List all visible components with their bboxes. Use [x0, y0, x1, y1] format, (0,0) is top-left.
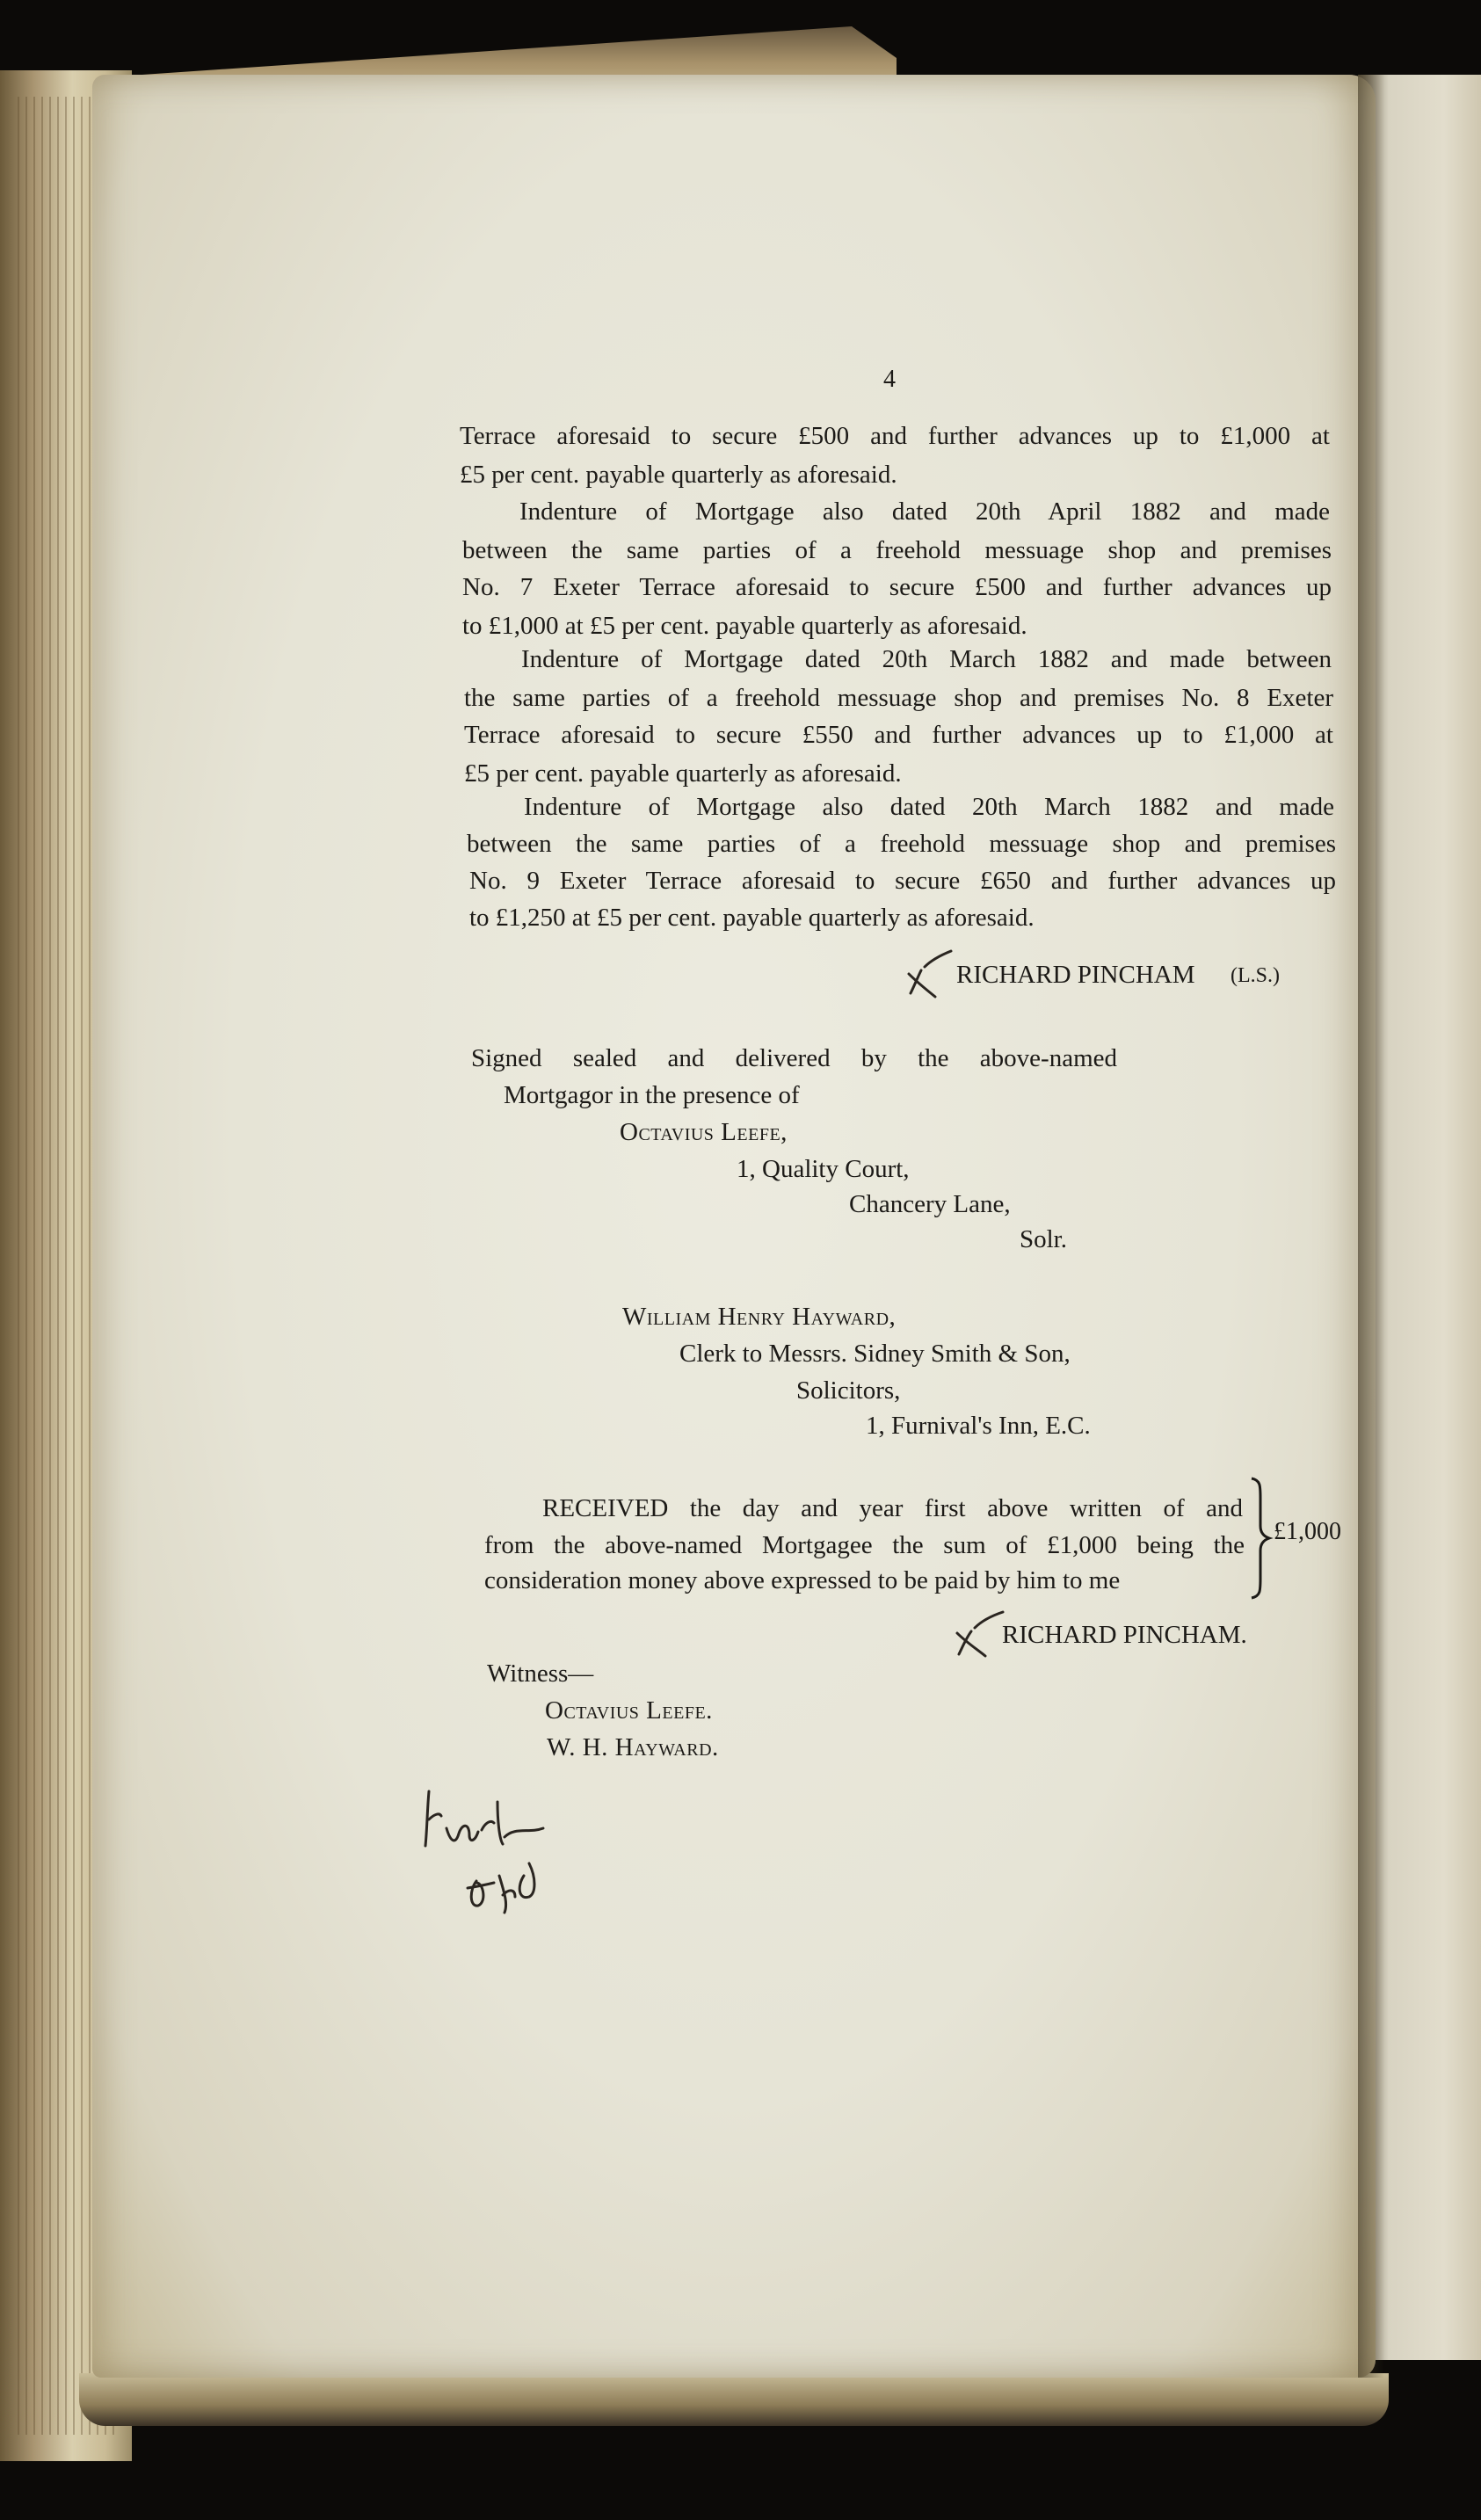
- body-line: between the same parties of a freehold messuage shop and premises: [467, 830, 1336, 858]
- witness-label: Witness—: [487, 1659, 594, 1688]
- receipt-amount: £1,000: [1274, 1518, 1341, 1545]
- witness-address: 1, Quality Court,: [737, 1155, 910, 1183]
- page-number: 4: [883, 366, 896, 393]
- body-line: Indenture of Mortgage dated 20th March 1882 and made between: [521, 645, 1332, 673]
- body-line: £5 per cent. payable quarterly as aforesaid.: [460, 461, 897, 489]
- witness-name: W. H. Hayward.: [547, 1733, 719, 1761]
- witness-name: Octavius Leefe,: [620, 1118, 788, 1146]
- receipt-line: RECEIVED the day and year first above written of and: [542, 1494, 1243, 1522]
- body-line: Indenture of Mortgage also dated 20th April 1882 and made: [519, 497, 1330, 526]
- receipt-line: consideration money above expressed to be paid by him to me: [484, 1566, 1121, 1594]
- body-line: Terrace aforesaid to secure £500 and further advances up to £1,000 at: [460, 422, 1330, 450]
- body-line: to £1,250 at £5 per cent. payable quarterly as aforesaid.: [469, 904, 1035, 932]
- body-line: the same parties of a freehold messuage shop and premises No. 8 Exeter: [464, 684, 1333, 712]
- body-line: No. 9 Exeter Terrace aforesaid to secure £650 and further advances up: [469, 867, 1336, 895]
- page-gutter-shadow: [1358, 75, 1384, 2378]
- witness-role: Solr.: [1020, 1225, 1067, 1253]
- witness-address: 1, Furnival's Inn, E.C.: [866, 1412, 1091, 1440]
- signature-cross-mark: [954, 1609, 1006, 1661]
- seal-label: (L.S.): [1231, 964, 1280, 987]
- body-line: to £1,000 at £5 per cent. payable quarterly as aforesaid.: [462, 612, 1027, 640]
- witness-name: William Henry Hayward,: [622, 1303, 897, 1331]
- signature-name: RICHARD PINCHAM.: [1002, 1621, 1247, 1649]
- body-line: between the same parties of a freehold messuage shop and premises: [462, 536, 1332, 564]
- receipt-brace: [1248, 1477, 1274, 1600]
- body-line: No. 7 Exeter Terrace aforesaid to secure £500 and further advances up: [462, 573, 1332, 601]
- attestation-line: Mortgagor in the presence of: [504, 1081, 800, 1109]
- witness-firm: Solicitors,: [796, 1376, 901, 1405]
- document-page: [92, 75, 1376, 2378]
- body-line: Terrace aforesaid to secure £550 and further advances up to £1,000 at: [464, 721, 1333, 749]
- signature-name: RICHARD PINCHAM: [956, 961, 1195, 989]
- book-bottom-edge: [79, 2373, 1389, 2426]
- witness-address: Chancery Lane,: [849, 1190, 1011, 1218]
- body-line: Indenture of Mortgage also dated 20th March 1882 and made: [524, 793, 1334, 821]
- handwritten-annotation: [420, 1784, 561, 1934]
- body-line: £5 per cent. payable quarterly as aforesaid.: [464, 759, 902, 788]
- attestation-line: Signed sealed and delivered by the above-named: [471, 1044, 1117, 1072]
- witness-role: Clerk to Messrs. Sidney Smith & Son,: [679, 1340, 1071, 1368]
- signature-cross-mark: [905, 948, 955, 1002]
- witness-name: Octavius Leefe.: [545, 1696, 713, 1725]
- receipt-line: from the above-named Mortgagee the sum of £1,000 being the: [484, 1531, 1245, 1559]
